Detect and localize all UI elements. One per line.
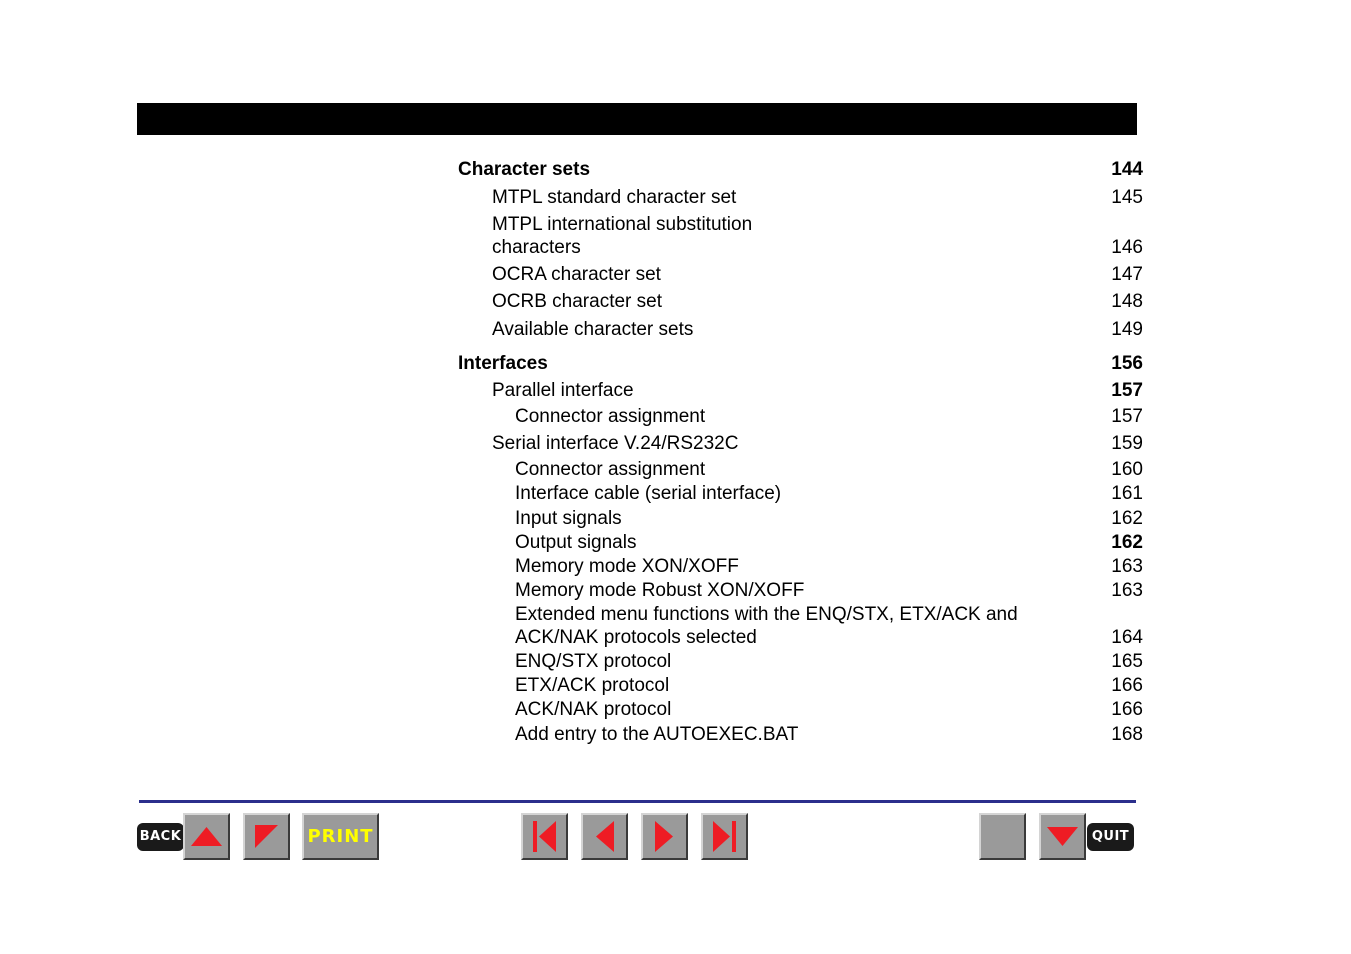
toc-entry-label: Serial interface V.24/RS232C [492, 433, 739, 454]
arrow-down-right-icon [245, 815, 288, 858]
last-page-button[interactable] [701, 813, 748, 860]
toc-entry-page-number: 159 [1111, 433, 1143, 454]
toc-entry-page-number: 147 [1111, 264, 1143, 285]
toc-entry[interactable] [0, 318, 1351, 342]
next-view-button[interactable] [243, 813, 290, 860]
last-page-icon [703, 815, 746, 858]
first-page-icon [523, 815, 566, 858]
toc-entry-page-number: 168 [1111, 724, 1143, 745]
toc-entry[interactable] [0, 158, 1351, 182]
toc-entry[interactable] [0, 555, 1351, 579]
toc-entry-page-number: 157 [1111, 380, 1143, 401]
back-button[interactable]: BACK [137, 823, 184, 851]
toc-entry[interactable] [0, 290, 1351, 314]
toc-entry[interactable] [0, 723, 1351, 747]
toc-entry-label: Add entry to the AUTOEXEC.BAT [515, 724, 799, 745]
first-page-button[interactable] [521, 813, 568, 860]
toc-entry-label: Output signals [515, 532, 637, 553]
footer-rule [139, 800, 1136, 803]
toc-entry-label: ACK/NAK protocols selected [515, 627, 757, 648]
toc-entry-page-number: 146 [1111, 237, 1143, 258]
toc-entry-label: OCRA character set [492, 264, 661, 285]
toc-entry-label: MTPL standard character set [492, 187, 737, 208]
arrow-down-icon [1041, 815, 1084, 858]
toc-entry[interactable] [0, 379, 1351, 403]
toc-entry-page-number: 157 [1111, 406, 1143, 427]
toc-entry-page-number: 166 [1111, 699, 1143, 720]
toc-entry[interactable] [0, 213, 1351, 237]
toc-entry-page-number: 166 [1111, 675, 1143, 696]
page-down-button[interactable] [1039, 813, 1086, 860]
toc-entry-label: Parallel interface [492, 380, 634, 401]
toc-entry[interactable] [0, 531, 1351, 555]
toc-entry-label: OCRB character set [492, 291, 662, 312]
toc-entry[interactable] [0, 603, 1351, 627]
toc-entry-label: Connector assignment [515, 459, 706, 480]
toc-entry-label: Memory mode XON/XOFF [515, 556, 739, 577]
toc-entry-label: characters [492, 237, 581, 258]
arrow-left-icon [583, 815, 626, 858]
toc-entry-label: Interfaces [458, 353, 548, 374]
print-button[interactable]: PRINT [302, 813, 379, 860]
toc-entry[interactable] [0, 352, 1351, 376]
toc-entry-page-number: 148 [1111, 291, 1143, 312]
toc-entry-label: ACK/NAK protocol [515, 699, 672, 720]
toc-entry-label: Extended menu functions with the ENQ/STX, ETX/ACK and [515, 604, 1018, 625]
previous-view-button[interactable] [183, 813, 230, 860]
previous-page-button[interactable] [581, 813, 628, 860]
toc-entry-page-number: 164 [1111, 627, 1143, 648]
arrow-up-icon [185, 815, 228, 858]
toc-entry-page-number: 165 [1111, 651, 1143, 672]
blank-button[interactable] [979, 813, 1026, 860]
toc-entry[interactable] [0, 482, 1351, 506]
toc-entry[interactable] [0, 626, 1351, 650]
toc-entry[interactable] [0, 674, 1351, 698]
toc-entry[interactable] [0, 650, 1351, 674]
arrow-right-icon [643, 815, 686, 858]
toc-entry-label: Available character sets [492, 319, 694, 340]
toc-entry[interactable] [0, 579, 1351, 603]
toc-entry[interactable] [0, 698, 1351, 722]
toc-entry-page-number: 149 [1111, 319, 1143, 340]
toc-entry[interactable] [0, 186, 1351, 210]
toc-entry-label: Character sets [458, 159, 591, 180]
toc-entry[interactable] [0, 432, 1351, 456]
next-page-button[interactable] [641, 813, 688, 860]
toc-entry-label: Interface cable (serial interface) [515, 483, 782, 504]
quit-button[interactable]: QUIT [1087, 823, 1134, 851]
toc-entry-page-number: 145 [1111, 187, 1143, 208]
toc-entry-label: ENQ/STX protocol [515, 651, 672, 672]
toc-entry-page-number: 156 [1111, 353, 1143, 374]
toc-entry-label: MTPL international substitution [492, 214, 753, 235]
toc-entry-page-number: 162 [1111, 532, 1143, 553]
toc-entry-page-number: 163 [1111, 580, 1143, 601]
toc-entry-page-number: 144 [1111, 159, 1143, 180]
toc-entry-page-number: 162 [1111, 508, 1143, 529]
toc-entry[interactable] [0, 458, 1351, 482]
toc-entry[interactable] [0, 507, 1351, 531]
toc-entry-label: ETX/ACK protocol [515, 675, 670, 696]
toc-entry-page-number: 160 [1111, 459, 1143, 480]
toc-entry-page-number: 163 [1111, 556, 1143, 577]
toc-entry-label: Memory mode Robust XON/XOFF [515, 580, 805, 601]
toc-entry-label: Input signals [515, 508, 622, 529]
toc-entry-label: Connector assignment [515, 406, 706, 427]
toc-entry[interactable] [0, 236, 1351, 260]
toc-entry[interactable] [0, 405, 1351, 429]
toc-entry[interactable] [0, 263, 1351, 287]
toc-entry-page-number: 161 [1111, 483, 1143, 504]
